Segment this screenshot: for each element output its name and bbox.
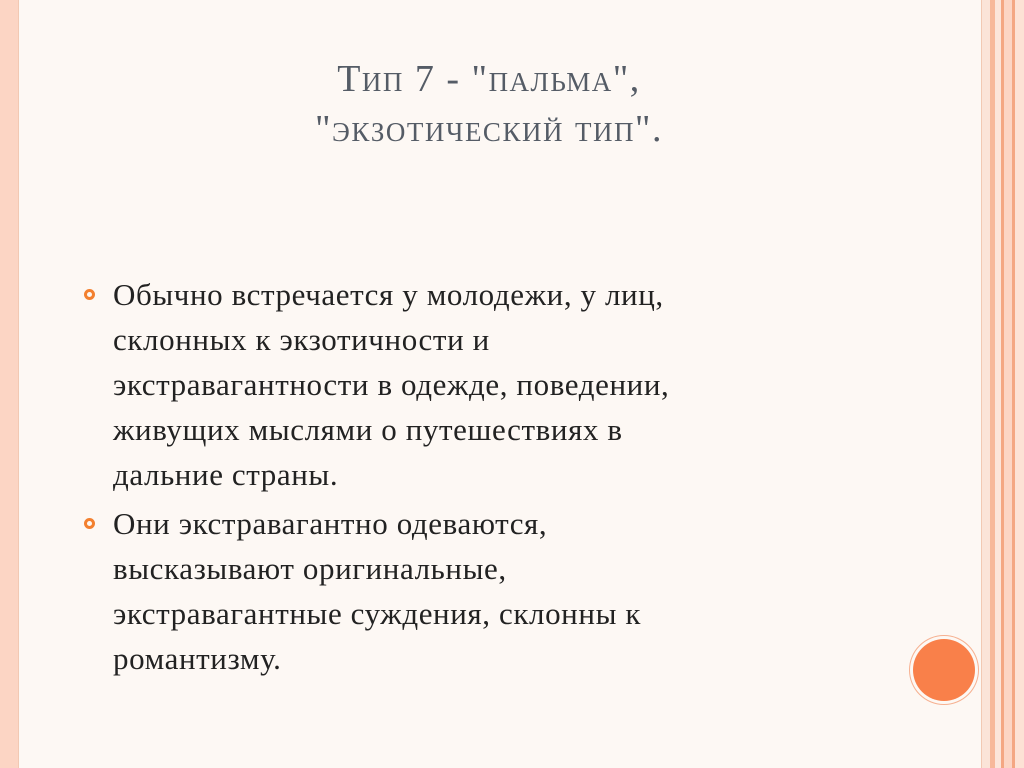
bullet-1-line-1: Обычно встречается у молодежи, у лиц,: [113, 277, 664, 312]
bullet-2-line-3: экстравагантные суждения, склонны к: [113, 596, 642, 631]
bullet-item-1: [81, 272, 881, 497]
bullet-1-line-3: экстравагантности в одежде, поведении,: [113, 367, 670, 402]
border-stripe: [982, 0, 990, 768]
bullet-text-1: [113, 272, 881, 497]
slide-title: [99, 54, 879, 154]
bullet-2-line-2: высказывают оригинальные,: [113, 551, 507, 586]
bullet-1-line-2: склонных к экзотичности и: [113, 322, 490, 357]
bullet-list: [81, 272, 881, 685]
bullet-2-line-4: романтизму.: [113, 641, 282, 676]
border-stripe: [1004, 0, 1012, 768]
bullet-item-2: [81, 501, 881, 681]
bullet-1-line-5: дальние страны.: [113, 457, 339, 492]
title-line-2: "экзотический тип".: [315, 108, 663, 150]
title-line-1: Тип 7 - "пальма",: [337, 58, 641, 100]
slide-panel: [18, 0, 982, 768]
ring-bullet-icon: [84, 289, 95, 300]
bullet-2-line-1: Они экстравагантно одеваются,: [113, 506, 548, 541]
circle-decoration: [913, 639, 975, 701]
bullet-text-2: [113, 501, 881, 681]
border-stripe: [1015, 0, 1024, 768]
bullet-1-line-4: живущих мыслями о путешествиях в: [113, 412, 623, 447]
ring-bullet-icon: [84, 518, 95, 529]
